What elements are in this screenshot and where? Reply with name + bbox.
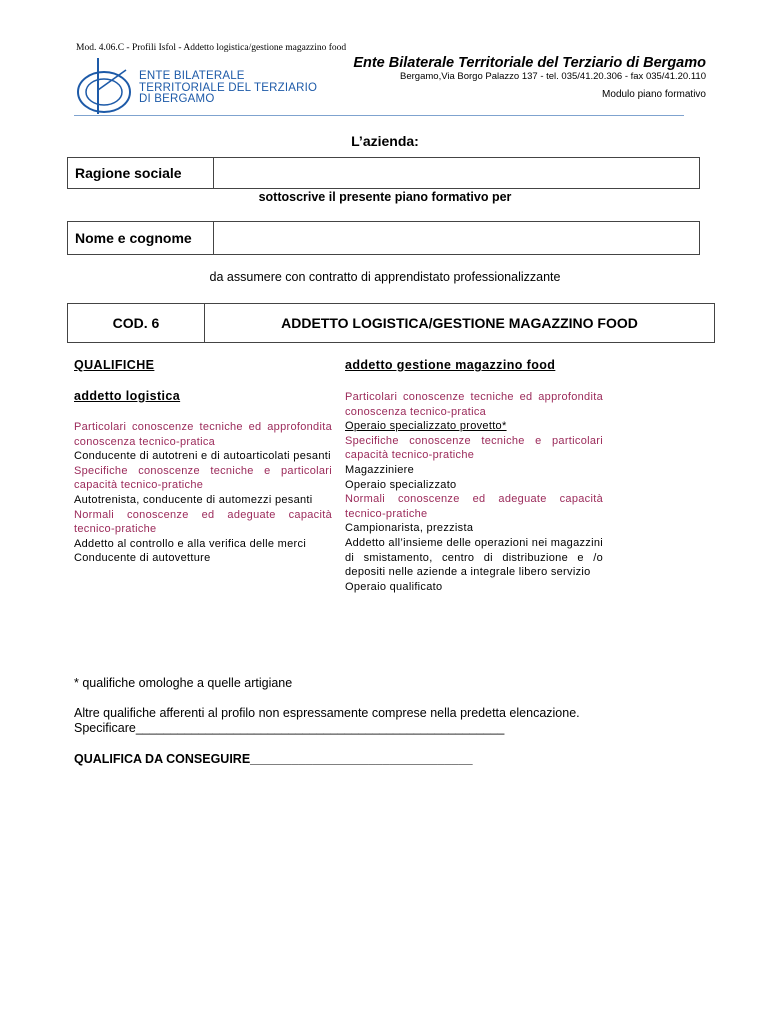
qualification-item: Conducente di autotreni e di autoarticolati pesanti [74, 450, 331, 463]
nome-cognome-label: Nome e cognome [68, 222, 214, 254]
specify-field[interactable]: Specificare_____________________________________________________ [74, 721, 505, 735]
target-qualification-field[interactable]: QUALIFICA DA CONSEGUIRE________________________________ [74, 752, 473, 766]
magazzino-food-heading: addetto gestione magazzino food [345, 358, 556, 372]
qualification-item: Addetto all’insieme delle operazioni nei magazzini di smistamento, centro di distribuzione e /o depositi nelle aziende a integrale libero servizio [345, 536, 603, 579]
code-row [67, 303, 715, 343]
qualification-item: Campionarista, prezzista [345, 522, 474, 535]
other-qualifications-text: Altre qualifiche afferenti al profilo non espressamente comprese nella predetta elencazione. [74, 706, 580, 720]
logo-line-1: ENTE BILATERALE [139, 70, 245, 82]
ragione-sociale-field[interactable] [214, 158, 699, 188]
logistica-subheading: addetto logistica [74, 389, 181, 403]
competence-category: Specifiche conoscenze tecniche e particolari capacità tecnico-pratiche [345, 434, 603, 462]
logo-line-2: TERRITORIALE DEL TERZIARIO [139, 81, 318, 94]
organization-address: Bergamo,Via Borgo Palazzo 137 - tel. 035/41.20.306 - fax 035/41.20.110 [400, 71, 706, 82]
qualification-item: Magazziniere [345, 463, 415, 476]
code-title: ADDETTO LOGISTICA/GESTIONE MAGAZZINO FOOD [281, 315, 638, 331]
other-qualifications [74, 706, 580, 736]
organization-name: Ente Bilaterale Territoriale del Terziario di Bergamo [353, 55, 706, 71]
logo-line-3: DI BERGAMO [139, 93, 215, 105]
logo-mark-icon [74, 56, 144, 116]
qualification-item: Autotrenista, conducente di automezzi pesanti [74, 493, 313, 506]
nome-cognome-row [67, 221, 700, 255]
competence-category: Normali conoscenze ed adeguate capacità tecnico-pratiche [345, 493, 603, 520]
form-code-note: Mod. 4.06.C - Profili Isfol - Addetto logistica/gestione magazzino food [76, 43, 347, 53]
footnote: * qualifiche omologhe a quelle artigiane [74, 676, 293, 690]
subscribe-text: sottoscrive il presente piano formativo per [258, 190, 512, 204]
qualifiche-heading: QUALIFICHE [74, 358, 155, 372]
competence-category: Particolari conoscenze tecniche ed approfondita conoscenza tecnico-pratica [74, 421, 332, 448]
competence-category: Specifiche conoscenze tecniche e particolari capacità tecnico-pratiche [74, 464, 332, 492]
ragione-sociale-row [67, 157, 700, 189]
competence-category: Particolari conoscenze tecniche ed approfondita conoscenza tecnico-pratica [345, 391, 603, 418]
left-qualification-list [74, 420, 332, 566]
qualification-item: Operaio qualificato [345, 580, 443, 593]
competence-category: Normali conoscenze ed adeguate capacità tecnico-pratiche [74, 508, 332, 536]
qualification-item: Addetto al controllo e alla verifica delle merci [74, 537, 307, 550]
azienda-heading: L’azienda: [351, 133, 419, 149]
nome-cognome-field[interactable] [214, 222, 699, 254]
code-label: COD. 6 [68, 304, 205, 342]
ragione-sociale-label: Ragione sociale [68, 158, 214, 188]
qualification-item: Operaio specializzato provetto* [345, 420, 507, 433]
hire-text: da assumere con contratto di apprendistato professionalizzante [209, 270, 561, 284]
right-qualification-list [345, 390, 603, 594]
qualification-item: Operaio specializzato [345, 478, 457, 491]
form-name: Modulo piano formativo [602, 89, 706, 100]
logo-text [139, 71, 317, 106]
header-divider [74, 115, 684, 116]
qualification-item: Conducente di autovetture [74, 552, 211, 565]
